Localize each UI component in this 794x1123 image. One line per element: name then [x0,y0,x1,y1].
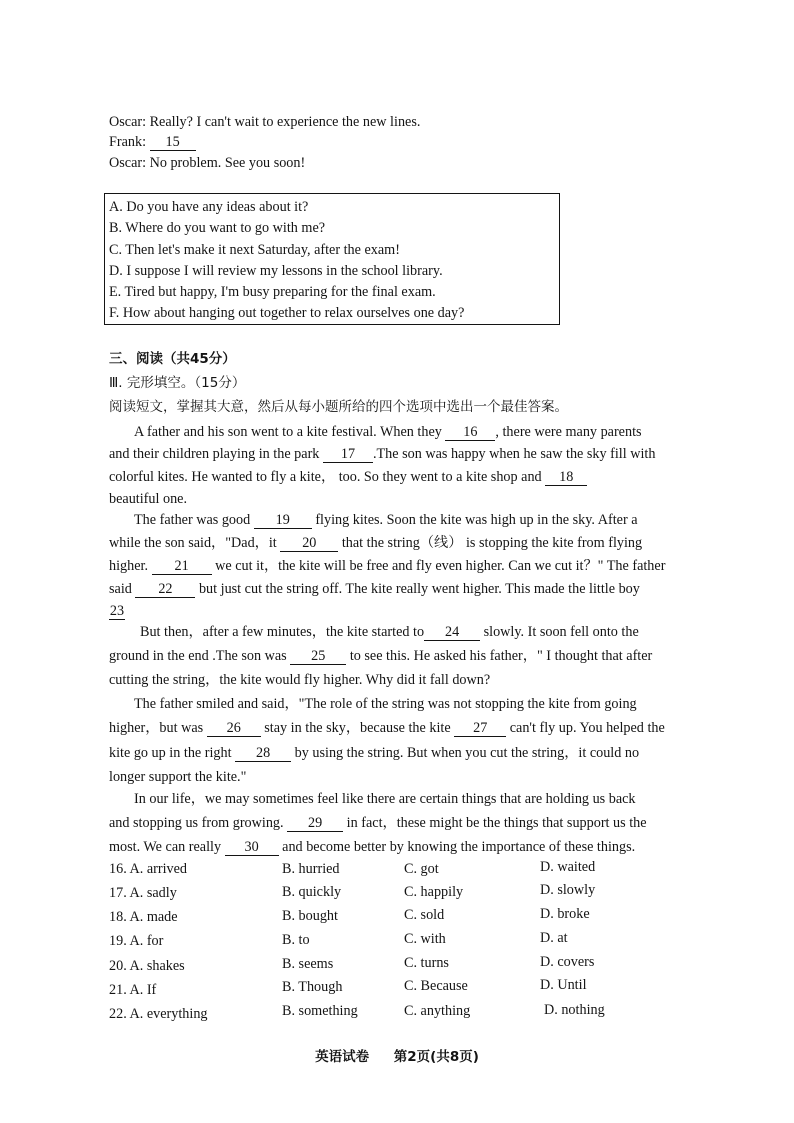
passage-text: But then，after a few minutes，the kite started to [140,624,425,640]
footer-subject: 英语试卷 [315,1049,370,1065]
passage-line [134,510,638,530]
choice-c: C. turns [404,955,449,971]
choice-d: D. waited [540,859,596,875]
passage-text: higher，but was [109,720,204,736]
option-e: E. Tired but happy, I'm busy preparing for the final exam. [109,284,436,300]
choice-a: 20. A. shakes [109,958,185,974]
passage-text: stay in the sky，because the kite [264,720,451,736]
passage-text: A father and his son went to a kite festival. When they [134,424,442,440]
choice-b: B. something [282,1003,358,1019]
blank-17: 17 [323,446,373,463]
choice-b: B. Though [282,979,343,995]
passage-text: flying kites. Soon the kite was high up in the sky. After a [315,512,638,528]
passage-line [109,444,655,464]
passage-line [109,718,665,738]
choice-a: 17. A. sadly [109,885,177,901]
blank-30: 30 [225,839,279,856]
passage-line: longer support the kite." [109,769,247,785]
choice-c: C. sold [404,907,445,923]
passage-text: in fact，these might be the things that support us the [346,815,647,831]
passage-text: and stopping us from growing. [109,815,284,831]
blank-28: 28 [235,745,291,762]
choice-c: C. with [404,931,446,947]
blank-26: 26 [207,720,261,737]
passage-line [109,646,652,666]
choice-a: 22. A. everything [109,1006,208,1022]
blank-22: 22 [135,581,195,598]
footer-page-number: 第2页(共8页) [393,1049,479,1065]
choice-c: C. got [404,861,439,877]
choice-d: D. Until [540,977,587,993]
passage-line [109,743,639,763]
choice-a: 21. A. If [109,982,157,998]
choice-c: C. anything [404,1003,471,1019]
passage-line: cutting the string，the kite would fly higher. Why did it fall down? [109,672,491,688]
blank-18: 18 [545,469,587,486]
passage-text: .The son was happy when he saw the sky fill with [372,446,656,462]
passage-text: ground in the end .The son was [109,648,287,664]
passage-line [109,533,642,553]
passage-text: most. We can really [109,839,222,855]
passage-line [140,622,639,642]
blank-19: 19 [254,512,312,529]
choice-a: 16. A. arrived [109,861,188,877]
passage-line [109,601,125,621]
choice-c: C. happily [404,884,464,900]
section-instruction: 阅读短文，掌握其大意，然后从每小题所给的四个选项中选出一个最佳答案。 [109,399,568,415]
blank-20: 20 [280,535,338,552]
passage-text: by using the string. But when you cut the string，it could no [294,745,640,761]
choice-c: C. Because [404,978,468,994]
choice-d: D. broke [540,906,590,922]
choice-d: D. nothing [544,1002,605,1018]
choice-d: D. at [540,930,568,946]
blank-23: 23 [109,603,125,619]
passage-text: slowly. It soon fell onto the [483,624,639,640]
blank-21: 21 [152,558,212,575]
choice-b: B. quickly [282,884,342,900]
choice-b: B. hurried [282,861,340,877]
choice-b: B. bought [282,908,338,924]
passage-text: The father was good [134,512,251,528]
blank-27: 27 [454,720,506,737]
choice-b: B. to [282,932,310,948]
passage-text: and their children playing in the park [109,446,320,462]
choice-b: B. seems [282,956,334,972]
option-b: B. Where do you want to go with me? [109,220,326,236]
passage-line [109,813,647,833]
passage-text: colorful kites. He wanted to fly a kite， too. So they went to a kite shop and [109,469,542,485]
passage-text: higher. [109,558,149,574]
passage-line: In our life，we may sometimes feel like there are certain things that are holding us back [134,791,636,807]
dialogue-line-frank [109,132,196,152]
passage-text: can't fly up. You helped the [509,720,665,736]
passage-text: kite go up in the right [109,745,232,761]
passage-text: we cut it，the kite will be free and fly even higher. Can we cut it？" The father [215,558,666,574]
options-box [104,193,560,325]
passage-text: , there were many parents [495,424,642,440]
blank-15: 15 [150,134,196,151]
option-d: D. I suppose I will review my lessons in the school library. [109,263,443,279]
blank-24: 24 [424,624,480,641]
blank-25: 25 [290,648,346,665]
passage-line [134,422,642,442]
passage-text: while the son said，"Dad，it [109,535,277,551]
passage-text: that the string（线） is stopping the kite from flying [341,535,643,551]
option-a: A. Do you have any ideas about it? [109,199,309,215]
passage-line [109,556,665,576]
dialogue-line-oscar-2: Oscar: No problem. See you soon! [109,155,306,171]
page-footer [0,1045,794,1065]
section-heading: 三、阅读（共45分） [109,351,236,367]
blank-29: 29 [287,815,343,832]
blank-16: 16 [445,424,495,441]
choice-d: D. covers [540,954,595,970]
passage-line: beautiful one. [109,491,188,507]
passage-line [109,467,587,487]
passage-text: and become better by knowing the importance of these things. [282,839,636,855]
choice-a: 18. A. made [109,909,178,925]
dialogue-line-oscar-1: Oscar: Really? I can't wait to experience the new lines. [109,114,421,130]
passage-text: said [109,581,132,597]
speaker-frank: Frank: [109,134,147,150]
passage-text: but just cut the string off. The kite really went higher. This made the little boy [198,581,640,597]
option-f: F. How about hanging out together to relax ourselves one day? [109,305,465,321]
passage-text: to see this. He asked his father，" I thought that after [349,648,653,664]
choice-a: 19. A. for [109,933,164,949]
option-c: C. Then let's make it next Saturday, after the exam! [109,242,400,258]
section-subheading: Ⅲ. 完形填空。（15分） [109,375,246,391]
choice-d: D. slowly [540,882,596,898]
passage-line: The father smiled and said，"The role of the string was not stopping the kite from going [134,696,637,712]
passage-line [109,837,635,857]
passage-line [109,579,640,599]
